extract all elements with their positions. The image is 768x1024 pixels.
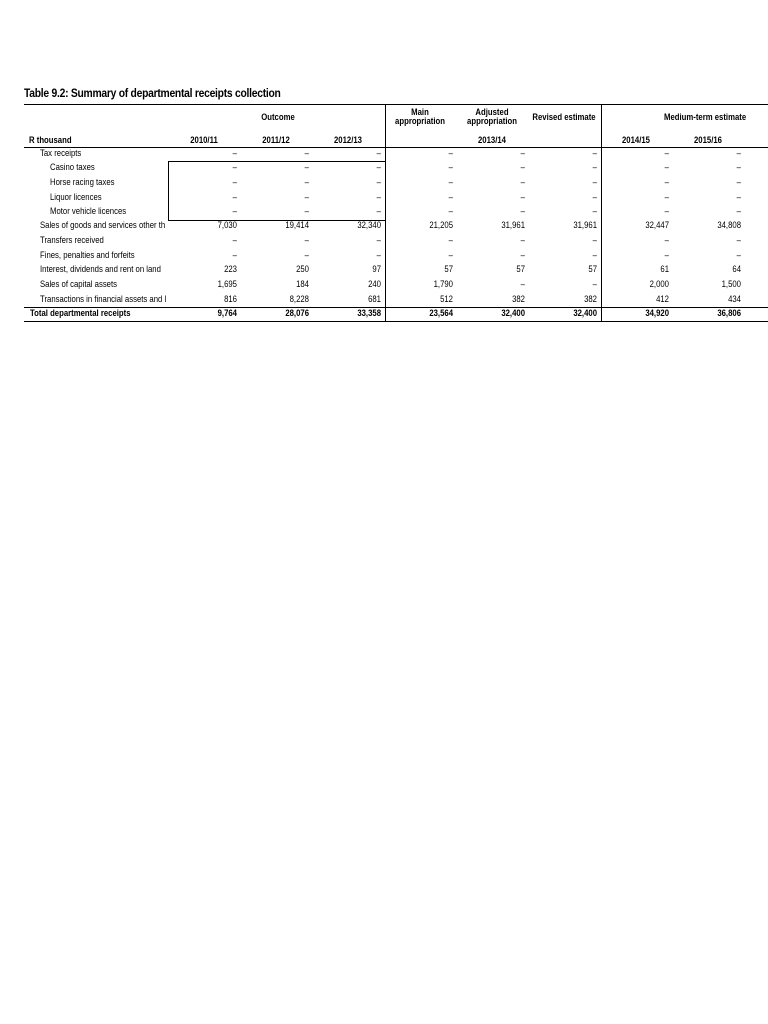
total-label: Total departmental receipts bbox=[30, 308, 131, 318]
row-value: – bbox=[664, 162, 669, 172]
row-value: – bbox=[304, 162, 309, 172]
row-value: 434 bbox=[728, 294, 741, 304]
row-label: Motor vehicle licences bbox=[50, 206, 127, 216]
total-value: 34,920 bbox=[645, 308, 669, 318]
row-value: – bbox=[664, 206, 669, 216]
row-value: – bbox=[520, 162, 525, 172]
year-2012-13: 2012/13 bbox=[333, 135, 362, 145]
row-value: – bbox=[520, 250, 525, 260]
row-value: – bbox=[736, 206, 741, 216]
year-2010-11: 2010/11 bbox=[190, 135, 218, 145]
row-value: – bbox=[592, 279, 597, 289]
adjusted-appropriation-header-line1: Adjusted bbox=[475, 107, 509, 117]
row-value: – bbox=[232, 206, 237, 216]
row-value: 816 bbox=[224, 294, 237, 304]
outcome-header: Outcome bbox=[261, 112, 295, 122]
row-value: – bbox=[592, 162, 597, 172]
row-value: – bbox=[736, 192, 741, 202]
main-appropriation-header-line1: Main bbox=[411, 107, 429, 117]
row-value: 250 bbox=[296, 264, 309, 274]
row-value: – bbox=[232, 235, 237, 245]
row-label: Transfers received bbox=[40, 235, 104, 245]
row-value: – bbox=[520, 235, 525, 245]
row-value: – bbox=[592, 177, 597, 187]
row-value: 34,808 bbox=[717, 220, 741, 230]
row-value: – bbox=[376, 192, 381, 202]
year-2014-15: 2014/15 bbox=[621, 135, 650, 145]
year-2013-14: 2013/14 bbox=[477, 135, 506, 145]
row-value: 19,414 bbox=[285, 220, 309, 230]
row-value: 223 bbox=[224, 264, 237, 274]
row-value: – bbox=[304, 177, 309, 187]
row-value: – bbox=[736, 148, 741, 158]
row-value: – bbox=[448, 148, 453, 158]
row-value: – bbox=[664, 235, 669, 245]
row-value: – bbox=[304, 192, 309, 202]
row-value: 382 bbox=[512, 294, 525, 304]
row-value: 412 bbox=[656, 294, 669, 304]
row-value: – bbox=[304, 148, 309, 158]
row-value: – bbox=[376, 206, 381, 216]
row-value: – bbox=[736, 162, 741, 172]
total-value: 33,358 bbox=[357, 308, 381, 318]
row-value: – bbox=[376, 177, 381, 187]
unit-label: R thousand bbox=[29, 135, 72, 145]
row-value: 61 bbox=[660, 264, 669, 274]
row-label: Sales of goods and services other th bbox=[40, 220, 166, 230]
row-value: 2,000 bbox=[649, 279, 669, 289]
row-value: 32,447 bbox=[645, 220, 669, 230]
row-value: – bbox=[448, 235, 453, 245]
row-value: 1,500 bbox=[721, 279, 741, 289]
row-value: – bbox=[232, 162, 237, 172]
row-value: – bbox=[736, 235, 741, 245]
row-value: – bbox=[304, 250, 309, 260]
row-value: 1,790 bbox=[433, 279, 453, 289]
row-value: – bbox=[520, 206, 525, 216]
row-value: 57 bbox=[516, 264, 525, 274]
row-value: – bbox=[592, 192, 597, 202]
row-label: Casino taxes bbox=[50, 162, 95, 172]
row-value: – bbox=[448, 206, 453, 216]
row-value: – bbox=[232, 192, 237, 202]
row-value: – bbox=[592, 250, 597, 260]
row-value: – bbox=[232, 148, 237, 158]
row-value: 21,205 bbox=[429, 220, 453, 230]
row-value: – bbox=[376, 235, 381, 245]
row-value: 240 bbox=[368, 279, 381, 289]
row-value: – bbox=[448, 177, 453, 187]
row-value: – bbox=[376, 250, 381, 260]
row-value: – bbox=[520, 279, 525, 289]
row-value: – bbox=[520, 192, 525, 202]
row-label: Interest, dividends and rent on land bbox=[40, 264, 161, 274]
row-value: – bbox=[664, 250, 669, 260]
row-value: 1,695 bbox=[217, 279, 237, 289]
row-value: – bbox=[664, 192, 669, 202]
total-value: 28,076 bbox=[285, 308, 309, 318]
divider-after-outcome bbox=[385, 104, 386, 322]
total-value: 23,564 bbox=[429, 308, 453, 318]
row-value: – bbox=[304, 206, 309, 216]
row-value: – bbox=[592, 148, 597, 158]
row-label: Horse racing taxes bbox=[50, 177, 115, 187]
row-label: Fines, penalties and forfeits bbox=[40, 250, 135, 260]
row-value: 31,961 bbox=[501, 220, 525, 230]
row-value: 382 bbox=[584, 294, 597, 304]
divider-after-revised bbox=[601, 104, 602, 322]
row-value: 57 bbox=[588, 264, 597, 274]
total-value: 36,806 bbox=[717, 308, 741, 318]
row-label: Liquor licences bbox=[50, 192, 102, 202]
row-value: – bbox=[304, 235, 309, 245]
total-value: 9,764 bbox=[217, 308, 237, 318]
row-value: 7,030 bbox=[217, 220, 237, 230]
row-label: Transactions in financial assets and l bbox=[40, 294, 167, 304]
row-value: 64 bbox=[732, 264, 741, 274]
row-value: – bbox=[232, 250, 237, 260]
top-rule bbox=[24, 104, 768, 105]
row-value: 681 bbox=[368, 294, 381, 304]
row-value: 97 bbox=[372, 264, 381, 274]
row-value: – bbox=[664, 148, 669, 158]
row-value: – bbox=[448, 250, 453, 260]
row-value: 31,961 bbox=[573, 220, 597, 230]
row-value: 32,340 bbox=[357, 220, 381, 230]
main-appropriation-header-line2: appropriation bbox=[395, 116, 445, 126]
total-value: 32,400 bbox=[501, 308, 525, 318]
adjusted-appropriation-header-line2: appropriation bbox=[467, 116, 517, 126]
revised-estimate-header: Revised estimate bbox=[532, 112, 596, 122]
row-value: – bbox=[520, 148, 525, 158]
total-value: 32,400 bbox=[573, 308, 597, 318]
medium-term-header: Medium-term estimate bbox=[664, 112, 747, 122]
year-2015-16: 2015/16 bbox=[693, 135, 722, 145]
row-value: – bbox=[520, 177, 525, 187]
row-value: 8,228 bbox=[289, 294, 309, 304]
row-value: – bbox=[736, 177, 741, 187]
row-value: – bbox=[376, 148, 381, 158]
row-value: – bbox=[664, 177, 669, 187]
row-value: – bbox=[592, 235, 597, 245]
row-value: – bbox=[232, 177, 237, 187]
row-value: 57 bbox=[444, 264, 453, 274]
row-value: 512 bbox=[440, 294, 453, 304]
subitem-box-left bbox=[168, 161, 169, 220]
receipts-table bbox=[24, 104, 768, 322]
row-value: – bbox=[448, 192, 453, 202]
row-value: – bbox=[592, 206, 597, 216]
table-title: Table 9.2: Summary of departmental receipts collection bbox=[24, 86, 281, 100]
total-bottom-rule bbox=[24, 321, 768, 322]
row-label: Tax receipts bbox=[40, 148, 82, 158]
row-value: – bbox=[448, 162, 453, 172]
row-value: – bbox=[376, 162, 381, 172]
row-label: Sales of capital assets bbox=[40, 279, 118, 289]
row-value: – bbox=[736, 250, 741, 260]
year-2011-12: 2011/12 bbox=[262, 135, 290, 145]
row-value: 184 bbox=[296, 279, 309, 289]
